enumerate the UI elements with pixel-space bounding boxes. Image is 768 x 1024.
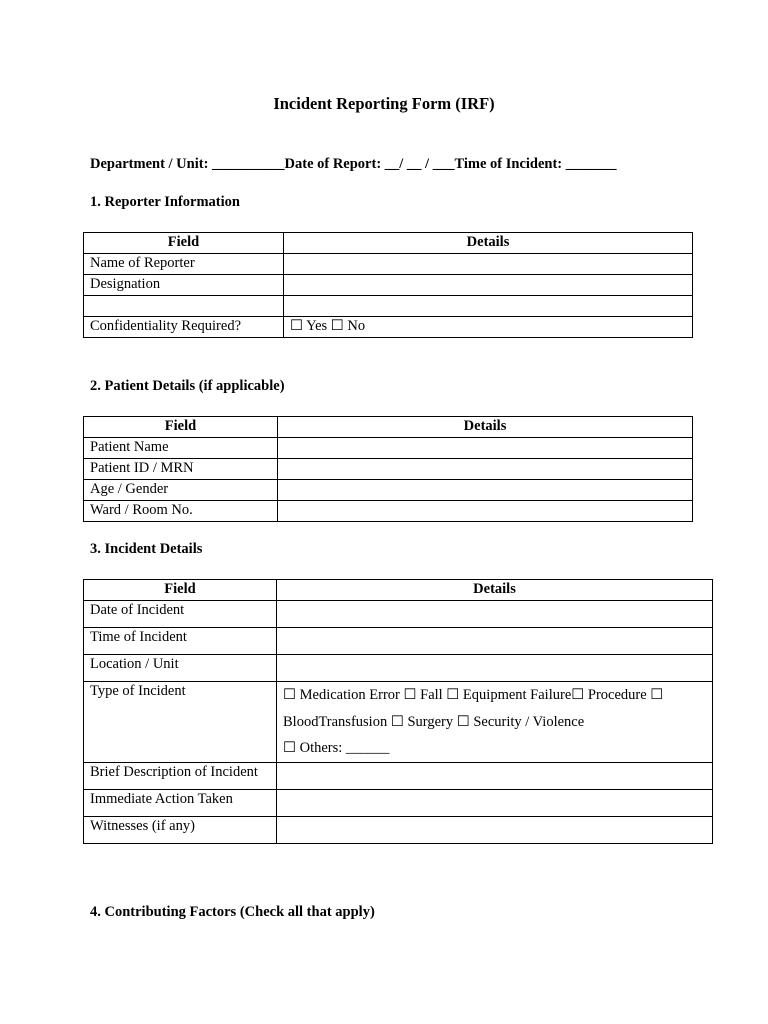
field-label: Age / Gender [84,480,278,501]
field-label: Designation [84,275,284,296]
name-of-reporter-field[interactable] [284,254,693,275]
location-unit-field[interactable] [277,655,713,682]
column-header-details: Details [278,417,693,438]
incident-type-line[interactable]: BloodTransfusion ☐ Surgery ☐ Security / Violence [283,713,585,730]
table-row [84,763,713,790]
column-header-field: Field [84,417,278,438]
table-row [84,275,693,296]
blank-details-field[interactable] [284,296,693,317]
section-patient-details-title: 2. Patient Details (if applicable) [90,378,285,394]
time-of-incident-field[interactable] [277,628,713,655]
ward-room-field[interactable] [278,501,693,522]
field-label: Confidentiality Required? [84,317,284,338]
column-header-details: Details [284,233,693,254]
section-contributing-factors-title: 4. Contributing Factors (Check all that apply) [90,904,375,920]
field-label: Location / Unit [84,655,277,682]
patient-name-field[interactable] [278,438,693,459]
table-row [84,655,713,682]
brief-description-field[interactable] [277,763,713,790]
field-label: Type of Incident [84,682,277,763]
table-row [84,296,693,317]
designation-field[interactable] [284,275,693,296]
field-label: Brief Description of Incident [84,763,277,790]
section-incident-details-title: 3. Incident Details [90,541,203,557]
field-label: Name of Reporter [84,254,284,275]
field-label: Patient ID / MRN [84,459,278,480]
table-row [84,682,713,763]
witnesses-field[interactable] [277,817,713,844]
immediate-action-field[interactable] [277,790,713,817]
patient-details-table [83,416,693,522]
age-gender-field[interactable] [278,480,693,501]
field-label [84,296,284,317]
field-label: Date of Incident [84,601,277,628]
table-row [84,254,693,275]
table-row [84,480,693,501]
column-header-field: Field [84,580,277,601]
confidentiality-checkboxes[interactable]: ☐ Yes ☐ No [284,317,693,338]
field-label: Time of Incident [84,628,277,655]
column-header-field: Field [84,233,284,254]
table-row [84,817,713,844]
patient-id-field[interactable] [278,459,693,480]
table-row [84,501,693,522]
table-row [84,438,693,459]
column-header-details: Details [277,580,713,601]
table-row [84,317,693,338]
table-row [84,790,713,817]
incident-type-checkboxes[interactable] [277,682,713,763]
field-label: Immediate Action Taken [84,790,277,817]
section-reporter-information-title: 1. Reporter Information [90,194,240,210]
form-title: Incident Reporting Form (IRF) [273,94,495,113]
table-row [84,601,713,628]
incident-type-line[interactable]: ☐ Others: ______ [283,740,390,756]
reporter-information-table [83,232,693,338]
header-fields-line: Department / Unit: __________Date of Report: __/ __ / ___Time of Incident: _______ [90,156,617,172]
table-row [84,628,713,655]
field-label: Ward / Room No. [84,501,278,522]
field-label: Witnesses (if any) [84,817,277,844]
table-row [84,459,693,480]
incident-details-table [83,579,713,844]
incident-type-line[interactable]: ☐ Medication Error ☐ Fall ☐ Equipment Failure☐ Procedure ☐ [283,687,664,703]
field-label: Patient Name [84,438,278,459]
date-of-incident-field[interactable] [277,601,713,628]
